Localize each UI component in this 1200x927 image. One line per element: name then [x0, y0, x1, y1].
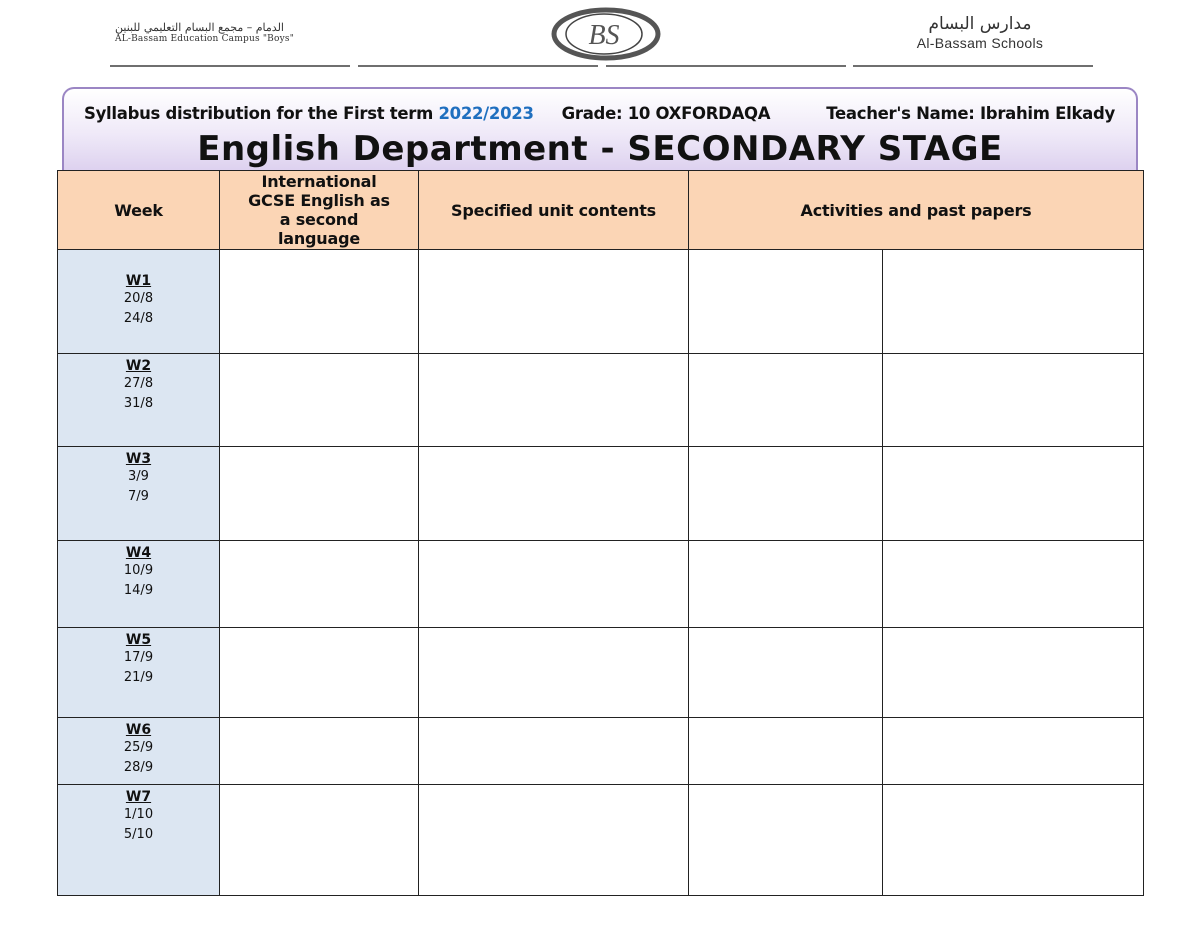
table-row — [58, 354, 1144, 447]
activities-cell[interactable] — [689, 250, 883, 354]
week-cell — [58, 354, 220, 447]
letterhead-divider — [853, 65, 1093, 67]
week-end-date: 24/8 — [123, 311, 154, 326]
activities-cell[interactable] — [689, 718, 883, 785]
week-cell — [58, 718, 220, 785]
week-code: W6 — [125, 722, 152, 738]
week-cell — [58, 541, 220, 628]
table-row — [58, 447, 1144, 541]
subject-cell[interactable] — [220, 250, 419, 354]
unit-contents-cell[interactable] — [419, 447, 689, 541]
logo-monogram: BS — [588, 20, 620, 51]
week-start-date: 25/9 — [123, 740, 154, 755]
subject-cell[interactable] — [220, 447, 419, 541]
table-row — [58, 250, 1144, 354]
unit-contents-cell[interactable] — [419, 541, 689, 628]
week-start-date: 3/9 — [128, 469, 149, 484]
activities-cell[interactable] — [689, 354, 883, 447]
syllabus-table — [57, 170, 1144, 896]
school-logo — [548, 6, 664, 62]
week-start-date: 20/8 — [123, 291, 154, 306]
header-subject — [220, 171, 419, 250]
week-code: W7 — [125, 789, 152, 805]
grade-label: Grade: 10 OXFORDAQA — [561, 104, 771, 123]
week-end-date: 14/9 — [123, 583, 154, 598]
past-papers-cell[interactable] — [883, 447, 1144, 541]
week-code: W5 — [125, 632, 152, 648]
week-end-date: 31/8 — [123, 396, 154, 411]
header-week: Week — [58, 171, 220, 250]
department-title: English Department - SECONDARY STAGE — [197, 129, 1003, 169]
activities-cell[interactable] — [689, 541, 883, 628]
header-subject-text: International GCSE English as a second language — [248, 172, 390, 248]
past-papers-cell[interactable] — [883, 628, 1144, 718]
table-row — [58, 718, 1144, 785]
week-cell — [58, 447, 220, 541]
week-code: W2 — [125, 358, 152, 374]
subject-cell[interactable] — [220, 628, 419, 718]
activities-cell[interactable] — [689, 447, 883, 541]
unit-contents-cell[interactable] — [419, 354, 689, 447]
week-code: W3 — [125, 451, 152, 467]
table-header-row — [58, 171, 1144, 250]
past-papers-cell[interactable] — [883, 541, 1144, 628]
table-row — [58, 541, 1144, 628]
past-papers-cell[interactable] — [883, 354, 1144, 447]
week-end-date: 7/9 — [128, 489, 149, 504]
table-row — [58, 785, 1144, 896]
syllabus-label: Syllabus distribution for the First term — [84, 104, 433, 123]
unit-contents-cell[interactable] — [419, 250, 689, 354]
letterhead-divider — [606, 65, 846, 67]
letterhead-divider — [110, 65, 350, 67]
past-papers-cell[interactable] — [883, 785, 1144, 896]
subject-cell[interactable] — [220, 785, 419, 896]
header-activities: Activities and past papers — [689, 171, 1144, 250]
unit-contents-cell[interactable] — [419, 718, 689, 785]
campus-name-english: AL-Bassam Education Campus "Boys" — [115, 34, 295, 44]
campus-name-block — [115, 22, 395, 45]
past-papers-cell[interactable] — [883, 250, 1144, 354]
week-code: W4 — [125, 545, 152, 561]
week-end-date: 5/10 — [123, 827, 154, 842]
unit-contents-cell[interactable] — [419, 628, 689, 718]
unit-contents-cell[interactable] — [419, 785, 689, 896]
header-unit-contents: Specified unit contents — [419, 171, 689, 250]
subject-cell[interactable] — [220, 541, 419, 628]
week-start-date: 10/9 — [123, 563, 154, 578]
term-year: 2022/2023 — [438, 104, 534, 123]
school-name-english: Al-Bassam Schools — [916, 35, 1044, 51]
week-start-date: 1/10 — [123, 807, 154, 822]
week-start-date: 27/8 — [123, 376, 154, 391]
school-name-block — [880, 14, 1080, 52]
week-cell — [58, 250, 220, 354]
week-code: W1 — [125, 273, 152, 289]
past-papers-cell[interactable] — [883, 718, 1144, 785]
teacher-name: Teacher's Name: Ibrahim Elkady — [826, 104, 1115, 123]
syllabus-info-line — [84, 104, 1115, 123]
subject-cell[interactable] — [220, 354, 419, 447]
week-end-date: 21/9 — [123, 670, 154, 685]
subject-cell[interactable] — [220, 718, 419, 785]
letterhead — [0, 0, 1200, 72]
week-start-date: 17/9 — [123, 650, 154, 665]
activities-cell[interactable] — [689, 785, 883, 896]
table-row — [58, 628, 1144, 718]
week-end-date: 28/9 — [123, 760, 154, 775]
campus-name-arabic: الدمام – مجمع البسام التعليمي للبنين — [115, 21, 284, 34]
week-cell — [58, 628, 220, 718]
school-name-arabic: مدارس البسام — [928, 14, 1032, 34]
title-box — [62, 87, 1138, 171]
letterhead-divider — [358, 65, 598, 67]
activities-cell[interactable] — [689, 628, 883, 718]
week-cell — [58, 785, 220, 896]
